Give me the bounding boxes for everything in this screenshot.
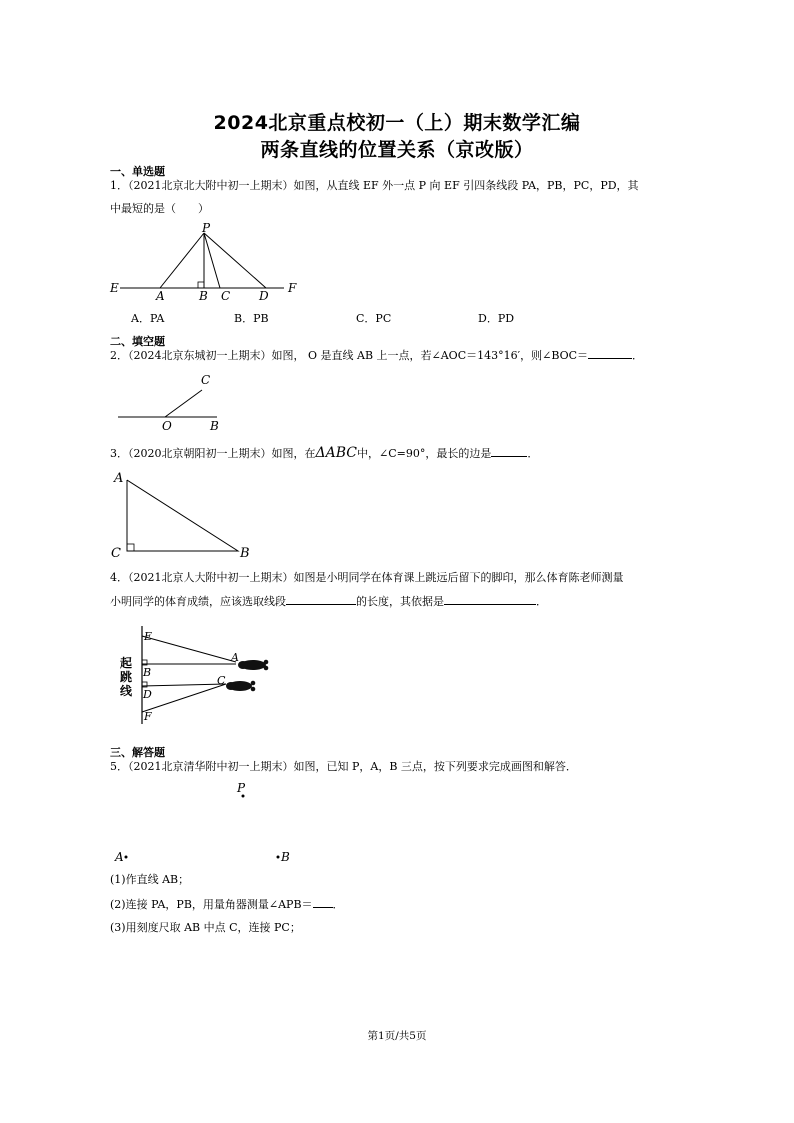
label-o: O bbox=[162, 419, 172, 433]
option-a[interactable]: A．PA bbox=[131, 312, 165, 325]
label-c: C bbox=[221, 289, 231, 303]
segment-ea bbox=[142, 636, 236, 662]
question-3-figure bbox=[108, 466, 258, 562]
question-5-part-1: (1)作直线 AB； bbox=[110, 873, 190, 886]
point-a bbox=[125, 856, 128, 859]
label-a: A bbox=[231, 651, 239, 664]
question-5-text: 5．（2021北京清华附中初一上期末）如图，已知 P，A，B 三点，按下列要求完成画图和解答． bbox=[110, 760, 577, 773]
triangle-abc bbox=[127, 480, 238, 551]
label-a: A bbox=[115, 850, 124, 864]
question-4-segment-blank[interactable] bbox=[286, 592, 356, 605]
label-p: P bbox=[237, 781, 246, 795]
question-2-prompt: 2．（2024北京东城初一上期末）如图， O 是直线 AB 上一点，若∠AOC＝143°16′，则∠BOC＝ bbox=[110, 349, 589, 362]
question-3-end: ． bbox=[527, 447, 539, 460]
label-b: B bbox=[143, 666, 152, 679]
question-5-part-2-prompt: (2)连接 PA，PB，用量角器测量∠APB＝ bbox=[110, 898, 313, 911]
segment-fc bbox=[142, 684, 226, 712]
label-f: F bbox=[288, 281, 297, 295]
right-angle-mark bbox=[127, 544, 134, 551]
question-4-text-cont bbox=[110, 592, 547, 612]
label-c: C bbox=[201, 373, 211, 387]
label-c: C bbox=[111, 546, 121, 561]
document-title: 2024北京重点校初一（上）期末数学汇编 bbox=[213, 112, 581, 134]
question-3-text bbox=[110, 443, 538, 464]
label-e: E bbox=[110, 281, 119, 295]
question-2-figure bbox=[112, 368, 232, 434]
question-4-end: ． bbox=[536, 595, 547, 608]
question-2-answer-blank[interactable] bbox=[588, 346, 632, 359]
label-d: D bbox=[143, 688, 152, 701]
label-b: B bbox=[199, 289, 208, 303]
segment-dc bbox=[142, 684, 226, 686]
question-5-angle-blank[interactable] bbox=[313, 895, 333, 908]
takeoff-line-label: 起跳线 bbox=[120, 656, 133, 698]
label-f: F bbox=[144, 710, 152, 723]
question-2-end: ． bbox=[632, 349, 644, 362]
question-3-answer-blank[interactable] bbox=[491, 444, 527, 457]
right-angle-mark bbox=[198, 282, 204, 288]
question-4-prompt: 小明同学的体育成绩，应该选取线段 bbox=[110, 595, 286, 608]
option-d[interactable]: D．PD bbox=[478, 312, 515, 325]
footprint-a-icon bbox=[238, 660, 268, 671]
question-4-figure bbox=[112, 620, 272, 726]
question-3-prompt: 3．（2020北京朝阳初一上期末）如图，在 bbox=[110, 447, 316, 460]
segment-pa bbox=[160, 233, 204, 288]
question-4-reason-blank[interactable] bbox=[444, 592, 536, 605]
option-c[interactable]: C．PC bbox=[356, 312, 392, 325]
label-b: B bbox=[210, 419, 219, 433]
document-subtitle: 两条直线的位置关系（京改版） bbox=[260, 139, 534, 161]
point-p bbox=[242, 795, 245, 798]
section-heading-solution: 三、解答题 bbox=[110, 746, 165, 759]
segment-pd bbox=[204, 233, 266, 288]
section-heading-single-choice: 一、单选题 bbox=[110, 165, 165, 178]
question-5-figure bbox=[112, 780, 302, 870]
question-3-triangle: ΔABC bbox=[315, 445, 357, 461]
question-5-part-3: (3)用刻度尺取 AB 中点 C，连接 PC； bbox=[110, 921, 301, 934]
label-b: B bbox=[240, 546, 250, 561]
label-a: A bbox=[156, 289, 165, 303]
ray-oc bbox=[165, 390, 202, 417]
segment-pc bbox=[204, 233, 220, 288]
label-b: B bbox=[281, 850, 290, 864]
label-d: D bbox=[259, 289, 269, 303]
question-5-part-2 bbox=[110, 895, 344, 915]
section-heading-fill-blank: 二、填空题 bbox=[110, 335, 165, 348]
label-e: E bbox=[144, 630, 153, 643]
label-p: P bbox=[202, 221, 211, 235]
option-b[interactable]: B．PB bbox=[234, 312, 269, 325]
question-1-figure bbox=[106, 220, 306, 306]
footprint-c-icon bbox=[226, 681, 255, 692]
question-1-text-cont: 中最短的是（ ） bbox=[110, 202, 209, 215]
question-1-text: 1．（2021北京北大附中初一上期末）如图，从直线 EF 外一点 P 向 EF 引四条线段 PA，PB，PC，PD，其 bbox=[110, 179, 639, 192]
question-5-part-2-end: ． bbox=[332, 898, 344, 911]
question-2-text bbox=[110, 346, 643, 366]
label-a: A bbox=[114, 471, 124, 486]
question-4-prompt-mid: 的长度，其依据是 bbox=[356, 595, 444, 608]
label-c: C bbox=[217, 674, 226, 687]
question-4-text: 4．（2021北京人大附中初一上期末）如图是小明同学在体育课上跳远后留下的脚印，那么体育陈老师测量 bbox=[110, 571, 624, 584]
page-number: 第1页/共5页 bbox=[367, 1030, 427, 1042]
question-3-prompt-cont: 中，∠C=90°，最长的边是 bbox=[356, 447, 492, 460]
point-b bbox=[277, 856, 280, 859]
